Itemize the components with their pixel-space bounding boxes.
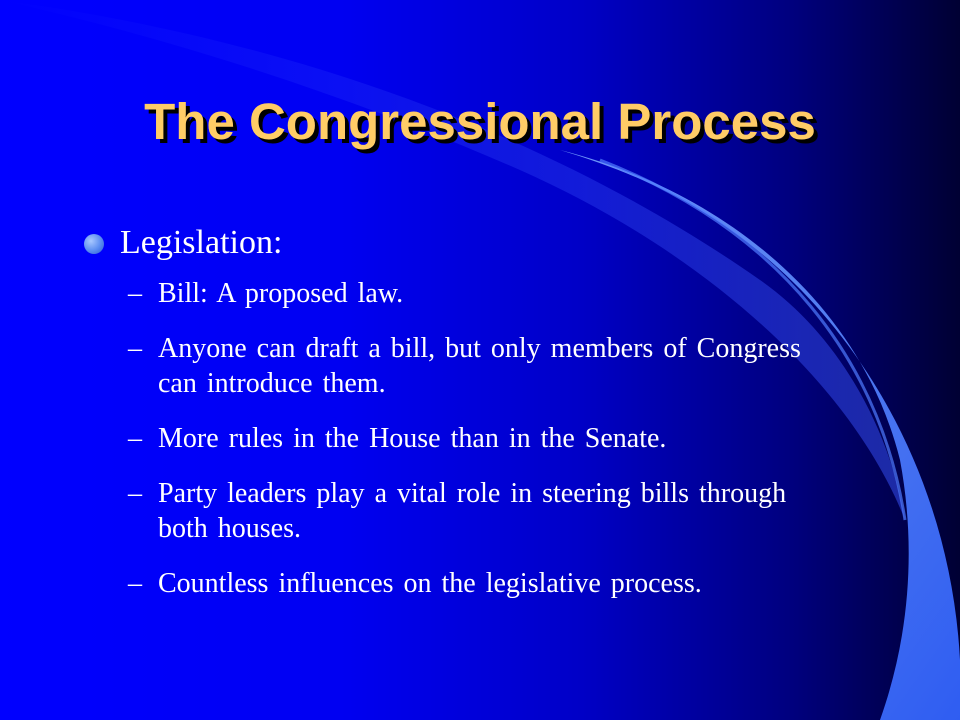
dash-icon: – xyxy=(128,423,142,454)
sub-bullet-text: Party leaders play a vital role in steering bills through both houses. xyxy=(158,478,787,544)
bullet-item xyxy=(84,218,844,268)
sub-bullet-item xyxy=(84,421,844,456)
sub-bullet-list xyxy=(84,276,844,601)
slide-content xyxy=(84,218,844,621)
dash-icon: – xyxy=(128,568,142,599)
sub-bullet-text: Anyone can draft a bill, but only members of Congress can introduce them. xyxy=(158,333,801,399)
sub-bullet-text: More rules in the House than in the Senate. xyxy=(158,423,667,454)
sub-bullet-text: Bill: A proposed law. xyxy=(158,278,404,309)
sub-bullet-item xyxy=(84,566,844,601)
sub-bullet-item xyxy=(84,331,844,401)
sub-bullet-text: Countless influences on the legislative process. xyxy=(158,568,702,599)
dash-icon: – xyxy=(128,478,142,509)
sub-bullet-item xyxy=(84,276,844,311)
bullet-dot-icon xyxy=(84,234,104,254)
sub-bullet-item xyxy=(84,476,844,546)
dash-icon: – xyxy=(128,333,142,364)
dash-icon: – xyxy=(128,278,142,309)
slide-title: The Congressional Process xyxy=(144,93,816,150)
bullet-text: Legislation: xyxy=(120,224,283,261)
